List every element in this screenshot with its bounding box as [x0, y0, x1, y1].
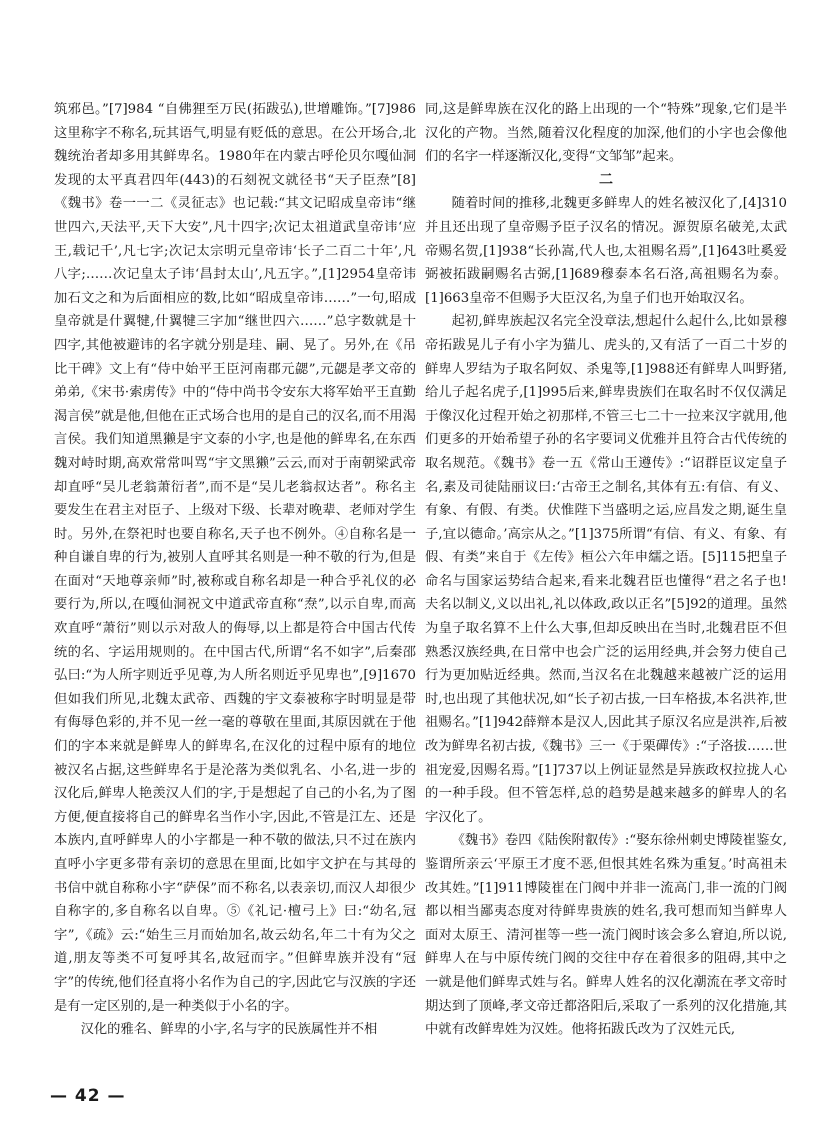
paragraph-naming-conventions: 起初,鲜卑族起汉名完全没章法,想起什么起什么,比如景穆帝拓跋晃儿子有小字为猫儿、虎头的,又有活了一百二十岁的鲜卑人罗结为子取名阿奴、杀鬼等,[1]988还有鲜卑人叫野猪,给儿子起名虎子,[1]995后来,鲜卑贵族们在取名时不仅仅满足于像汉化过程开始之初那样,不管三七二十一拉来汉字就用,他们更多的开始希望子孙的名字要词义优雅并且符合古代传统的取名规范。《魏书》卷一五《常山王遵传》:“诏群臣议定皇子名,素及司徒陆丽议曰:‘古帝王之制名,其体有五:有信、有义、有象、有假、有类。伏惟陛下当盛明之运,应昌发之期,诞生皇子,宜以德命。’高宗从之。”[1]375所谓“有信、有义、有象、有假、有类”来自于《左传》桓公六年申繻之语。[5]115把皇子命名与国家运势结合起来,看来北魏君臣也懂得“君之名子也!夫名以制义,义以出礼,礼以体政,政以正名”[5]92的道理。虽然为皇子取名算不上什么大事,但却反映出在当时,北魏君臣不但熟悉汉族经典,在日常中也会广泛的运用经典,并会努力使自己行为更加贴近经典。然而,当汉名在北魏越来越被广泛的运用时,也出现了其他状况,如“长子初古拔,一曰车格拔,本名洪祚,世祖赐名。”[1]942薛辩本是汉人,因此其子原汉名应是洪祚,后被改为鲜卑名初古拔,《魏书》三一《于栗磾传》:“子洛拔……世祖宠爱,因赐名焉。”[1]737以上例证显然是异族政权拉拢人心的一种手段。但不管怎样,总的趋势是越来越多的鲜卑人的名字汉化了。 [425, 314, 787, 825]
paragraph-emperor-bestowed-names: 随着时间的推移,北魏更多鲜卑人的姓名被汉化了,[4]310并且还出现了皇帝赐予臣子汉名的情况。源贺原名破羌,太武帝赐名贺,[1]938“长孙嵩,代人也,太祖赐名焉”,[1]643吐奚爱弼被拓跋嗣赐名古弼,[1]689穆泰本名石洛,高祖赐名为泰。[1]663皇帝不但赐予大臣汉名,为皇子们也开始取汉名。 [425, 196, 787, 306]
paragraph-names-and-styles: 筑邪邑。”[7]984 “自佛狸至万民(拓跋弘),世增雕饰。”[7]986这里称字不称名,玩其语气,明显有贬低的意思。在公开场合,北魏统治者却多用其鲜卑名。1980年在内蒙古呼伦贝尔嘎仙洞发现的太平真君四年(443)的石刻祝文就径书“天子臣焘”[8]《魏书》卷一一二《灵征志》也记载:“其文记昭成皇帝讳“继世四六,天法平,天下大安”,凡十四字;次记太祖道武皇帝讳‘应王,载记千’,凡七字;次记太宗明元皇帝讳‘长子二百二十年’,凡八字;……次记皇太子讳‘昌封太山’,凡五字。”,[1]2954皇帝讳加石文之和为后面相应的数,比如“昭成皇帝讳……”一句,昭成皇帝就是什翼犍,什翼犍三字加“继世四六……”总字数就是十四字,其他被避讳的名字就分别是珪、嗣、晃了。另外,在《吊比干碑》文上有“侍中始平王臣河南郡元勰”,元勰是孝文帝的弟弟,《宋书·索虏传》中的“侍中尚书令安东大将军始平王直勤渴言侯”就是他,但他在正式场合也用的是自己的汉名,而不用渴言侯。我们知道黑獭是宇文泰的小字,也是他的鲜卑名,在东西魏对峙时期,高欢常常叫骂“宇文黑獭”云云,而对于南朝梁武帝却直呼“吴儿老翁萧衍者”,而不是“吴儿老翁叔达者”。称名主要发生在君主对臣子、上级对下级、长辈对晚辈、老师对学生时。另外,在祭祀时也要自称名,天子也不例外。④自称名是一种自谦自卑的行为,被别人直呼其名则是一种不敬的行为,但是在面对“天地尊亲师”时,被称或自称名却是一种合乎礼仪的必要行为,所以,在嘎仙洞祝文中道武帝直称“焘”,以示自卑,而高欢直呼“萧衍”则以示对敌人的侮辱,以上都是符合中国古代传统的名、字运用规则的。在中国古代,所谓“名不如字”,后秦邵弘曰:“为人所字则近乎见尊,为人所名则近乎见卑也”,[9]1670但如我们所见,北魏太武帝、西魏的宇文泰被称字时明显是带有侮辱色彩的,并不见一丝一毫的尊敬在里面,其原因就在于他们的字本来就是鲜卑人的鲜卑名,在汉化的过程中原有的地位被汉名占据,这些鲜卑名于是沦落为类似乳名、小名,进一步的汉化后,鲜卑人艳羡汉人们的字,于是想起了自己的小名,为了图方便,便直接将自己的鲜卑名当作小字,因此,不管是江左、还是本族内,直呼鲜卑人的小字都是一种不敬的做法,只不过在族内直呼小字更多带有亲切的意思在里面,比如宇文护在与其母的书信中就自称称小字“萨保”而不称名,以表亲切,而汉人却很少自称字的,多自称名以自卑。⑤《礼记·檀弓上》曰:“幼名,冠字”,《疏》云:“始生三月而始加名,故云幼名,年二十有为父之道,朋友等类不可复呼其名,故冠而字。”但鲜卑族并没有“冠字”的传统,他们径直将小名作为自己的字,因此它与汉族的字还是有一定区别的,是一种类似于小名的字。 [54, 102, 416, 1014]
right-column [425, 98, 787, 1042]
page-number: — 42 — [50, 1086, 126, 1106]
left-column [54, 98, 416, 1042]
section-heading: 二 [599, 171, 613, 188]
paragraph-lu-si-biography: 《魏书》卷四《陆俟附叡传》:“娶东徐州刺史博陵崔鉴女,鉴谓所亲云‘平原王才度不恶,但恨其姓名殊为重复。’时高祖未改其姓。”[1]911博陵崔在门阀中并非一流高门,非一流的门阀都以相当鄙夷态度对待鲜卑贵族的姓名,我可想而知当鲜卑人面对太原王、清河崔等一些一流门阀时该会多么窘迫,所以说,鲜卑人在与中原传统门阀的交往中存在着很多的阻碍,其中之一就是他们鲜卑式姓与名。鲜卑人姓名的汉化潮流在孝文帝时期达到了顶峰,孝文帝迁都洛阳后,采取了一系列的汉化措施,其中就有改鲜卑姓为汉姓。他将拓跋氏改为了汉姓元氏, [425, 833, 787, 1038]
paragraph-elegant-names: 汉化的雅名、鲜卑的小字,名与字的民族属性并不相 [80, 1022, 378, 1038]
paragraph-semi-sinicized: 同,这是鲜卑族在汉化的路上出现的一个“特殊”现象,它们是半汉化的产物。当然,随着汉化程度的加深,他们的小字也会像他们的名字一样逐渐汉化,变得“文邹邹”起来。 [425, 102, 787, 165]
